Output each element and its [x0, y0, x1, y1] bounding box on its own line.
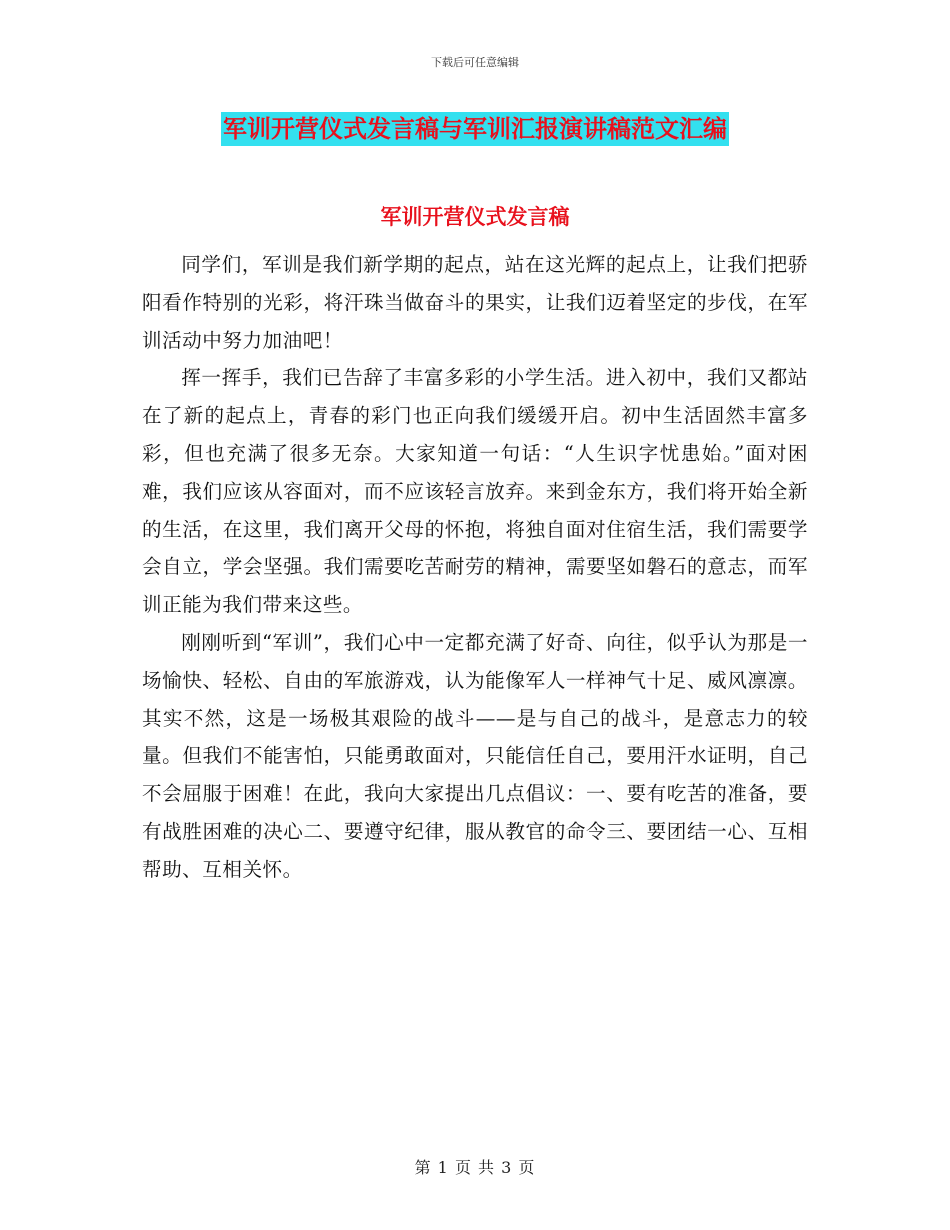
- header-note: 下载后可任意编辑: [431, 56, 519, 69]
- page-number-footer: 第 1 页 共 3 页: [414, 1158, 536, 1177]
- document-body: [142, 246, 808, 889]
- document-title: 军训开营仪式发言稿与军训汇报演讲稿范文汇编: [221, 112, 729, 146]
- paragraph-2: 挥一挥手，我们已告辞了丰富多彩的小学生活。进入初中，我们又都站在了新的起点上，青春的彩门也正向我们缓缓开启。初中生活固然丰富多彩，但也充满了很多无奈。大家知道一句话：“人生识字忧患始。”面对困难，我们应该从容面对，而不应该轻言放弃。来到金东方，我们将开始全新的生活，在这里，我们离开父母的怀抱，将独自面对住宿生活，我们需要学会自立，学会坚强。我们需要吃苦耐劳的精神，需要坚如磐石的意志，而军训正能为我们带来这些。: [142, 366, 808, 617]
- section-title: 军训开营仪式发言稿: [380, 205, 570, 229]
- paragraph-3: 刚刚听到“军训”，我们心中一定都充满了好奇、向往，似乎认为那是一场愉快、轻松、自由的军旅游戏，认为能像军人一样神气十足、威风凛凛。其实不然，这是一场极其艰险的战斗——是与自己的战斗，是意志力的较量。但我们不能害怕，只能勇敢面对，只能信任自己，要用汗水证明，自己不会屈服于困难！在此，我向大家提出几点倡议：一、要有吃苦的准备，要有战胜困难的决心二、要遵守纪律，服从教官的命令三、要团结一心、互相帮助、互相关怀。: [142, 630, 808, 881]
- document-title-container: [0, 112, 950, 146]
- paragraph-1: 同学们，军训是我们新学期的起点，站在这光辉的起点上，让我们把骄阳看作特别的光彩，将汗珠当做奋斗的果实，让我们迈着坚定的步伐，在军训活动中努力加油吧！: [142, 253, 808, 352]
